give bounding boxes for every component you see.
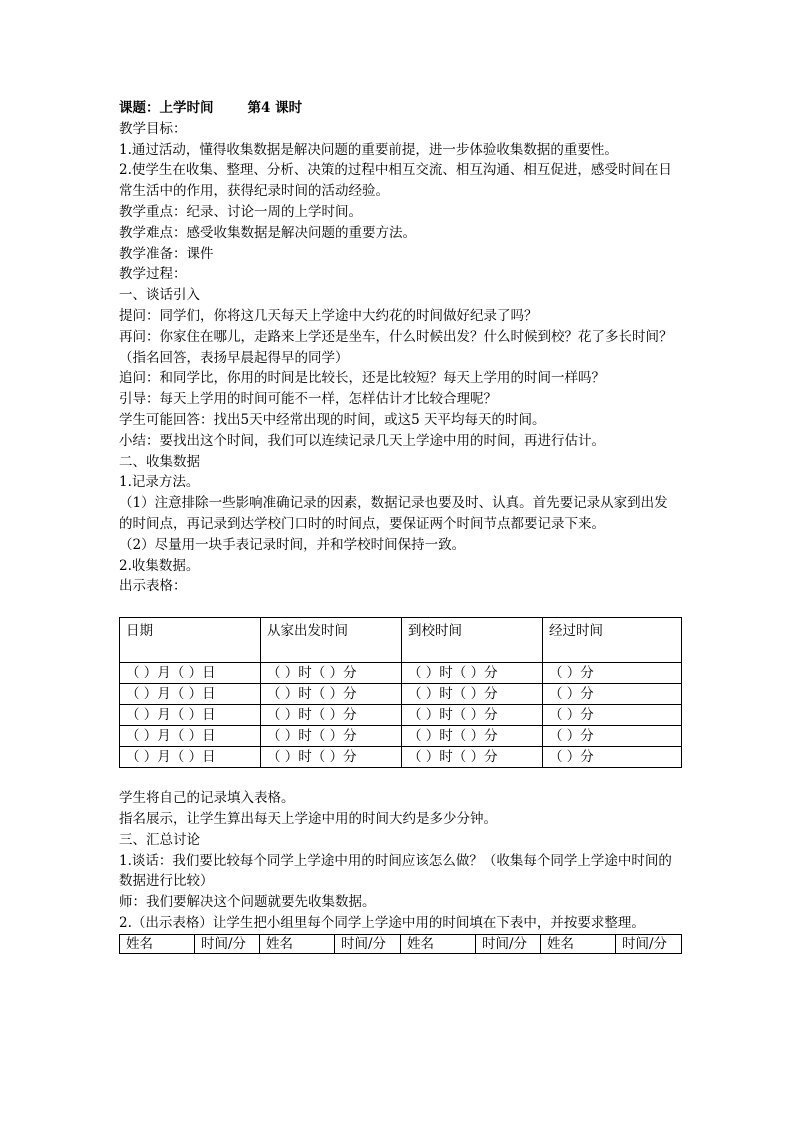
table-cell: （ ）分 bbox=[543, 705, 682, 726]
goal-2: 2.使学生在收集、整理、分析、决策的过程中相互交流、相互沟通、相互促进，感受时间在日常生活中的作用，获得纪录时间的活动经验。 bbox=[119, 162, 672, 200]
goals-heading: 教学目标： bbox=[119, 120, 187, 137]
table-header-row bbox=[120, 934, 682, 953]
section-3-heading: 三、汇总讨论 bbox=[119, 831, 200, 848]
teacher-text: 师：我们要解决这个问题就要先收集数据。 bbox=[119, 894, 376, 911]
table-cell: （ ）时（ ）分 bbox=[402, 705, 543, 726]
table-row bbox=[120, 663, 682, 684]
table-cell: （ ）分 bbox=[543, 663, 682, 684]
summary-text: 小结：要找出这个时间，我们可以连续记录几天上学途中用的时间，再进行估计。 bbox=[119, 432, 605, 449]
table-cell: （ ）时（ ）分 bbox=[402, 726, 543, 747]
table-cell: （ ）分 bbox=[543, 726, 682, 747]
header-elapsed: 经过时间 bbox=[543, 618, 682, 663]
guide-text: 引导：每天上学用的时间可能不一样，怎样估计才比较合理呢？ bbox=[119, 391, 497, 408]
fill-instruction: 学生将自己的记录填入表格。 bbox=[119, 790, 295, 807]
method-step-1: （1）注意排除一些影响准确记录的因素，数据记录也要及时、认真。首先要记录从家到出发的时间点，再记录到达学校门口时的时间点，要保证两个时间节点都要记录下来。 bbox=[119, 495, 668, 532]
method-heading: 1.记录方法。 bbox=[119, 474, 200, 491]
table-cell: （ ）时（ ）分 bbox=[402, 747, 543, 768]
header-time: 时间/分 bbox=[476, 934, 541, 953]
table-cell: （ ）时（ ）分 bbox=[402, 684, 543, 705]
preparation: 教学准备：课件 bbox=[119, 245, 214, 262]
header-date: 日期 bbox=[120, 618, 261, 663]
table-cell: （ ）时（ ）分 bbox=[261, 705, 402, 726]
table-header-row bbox=[120, 618, 682, 663]
table-row bbox=[120, 684, 682, 705]
student-answer: 学生可能回答：找出5天中经常出现的时间，或这5 天平均每天的时间。 bbox=[119, 411, 546, 428]
key-point: 教学重点：纪录、讨论一周的上学时间。 bbox=[119, 203, 362, 220]
header-arrive: 到校时间 bbox=[402, 618, 543, 663]
header-time: 时间/分 bbox=[195, 934, 260, 953]
time-record-table bbox=[119, 617, 682, 768]
table-cell: （ ）月（ ）日 bbox=[120, 663, 261, 684]
section-1-heading: 一、谈话引入 bbox=[119, 287, 200, 304]
lesson-title bbox=[119, 98, 681, 119]
table-cell: （ ）月（ ）日 bbox=[120, 747, 261, 768]
table-cell: （ ）时（ ）分 bbox=[261, 684, 402, 705]
process-heading: 教学过程： bbox=[119, 266, 187, 283]
goal-1: 1.通过活动，懂得收集数据是解决问题的重要前提，进一步体验收集数据的重要性。 bbox=[119, 141, 618, 158]
header-name: 姓名 bbox=[120, 934, 195, 953]
display-instruction: 指名展示，让学生算出每天上学途中用的时间大约是多少分钟。 bbox=[119, 810, 497, 827]
lesson-period: 第4 课时 bbox=[247, 100, 303, 116]
difficult-point: 教学难点：感受收集数据是解决问题的重要方法。 bbox=[119, 224, 416, 241]
header-name: 姓名 bbox=[541, 934, 616, 953]
header-time: 时间/分 bbox=[335, 934, 401, 953]
group-time-table bbox=[119, 934, 682, 954]
table-cell: （ ）时（ ）分 bbox=[261, 726, 402, 747]
lesson-topic: 课题：上学时间 bbox=[119, 100, 214, 116]
header-name: 姓名 bbox=[260, 934, 335, 953]
table-row bbox=[120, 726, 682, 747]
table-cell: （ ）时（ ）分 bbox=[261, 663, 402, 684]
step-2-text: 2.（出示表格）让学生把小组里每个同学上学途中用的时间填在下表中，并按要求整理。 bbox=[119, 914, 645, 931]
header-depart: 从家出发时间 bbox=[261, 618, 402, 663]
table-row bbox=[120, 705, 682, 726]
lesson-plan-page bbox=[119, 98, 681, 954]
table-cell: （ ）时（ ）分 bbox=[261, 747, 402, 768]
method-step-2: （2）尽量用一块手表记录时间，并和学校时间保持一致。 bbox=[119, 536, 466, 553]
section-2-heading: 二、收集数据 bbox=[119, 453, 200, 470]
table-cell: （ ）分 bbox=[543, 684, 682, 705]
question-ask: 提问：同学们，你将这几天每天上学途中大约花的时间做好纪录了吗？ bbox=[119, 307, 538, 324]
collect-heading: 2.收集数据。 bbox=[119, 557, 200, 574]
header-name: 姓名 bbox=[401, 934, 476, 953]
table-row bbox=[120, 747, 682, 768]
talk-text: 1.谈话：我们要比较每个同学上学途中用的时间应该怎么做？（收集每个同学上学途中时间的数据进行比较） bbox=[119, 852, 672, 890]
table-cell: （ ）时（ ）分 bbox=[402, 663, 543, 684]
header-time: 时间/分 bbox=[616, 934, 682, 953]
table-cell: （ ）月（ ）日 bbox=[120, 726, 261, 747]
table-cell: （ ）月（ ）日 bbox=[120, 705, 261, 726]
table-cell: （ ）月（ ）日 bbox=[120, 684, 261, 705]
question-followup: 追问：和同学比，你用的时间是比较长，还是比较短？每天上学用的时间一样吗？ bbox=[119, 370, 605, 387]
table-cell: （ ）分 bbox=[543, 747, 682, 768]
show-table-label: 出示表格： bbox=[119, 578, 187, 595]
question-reask: 再问：你家住在哪儿，走路来上学还是坐车，什么时候出发？什么时候到校？花了多长时间？（指名回答，表扬早晨起得早的同学） bbox=[119, 328, 673, 366]
